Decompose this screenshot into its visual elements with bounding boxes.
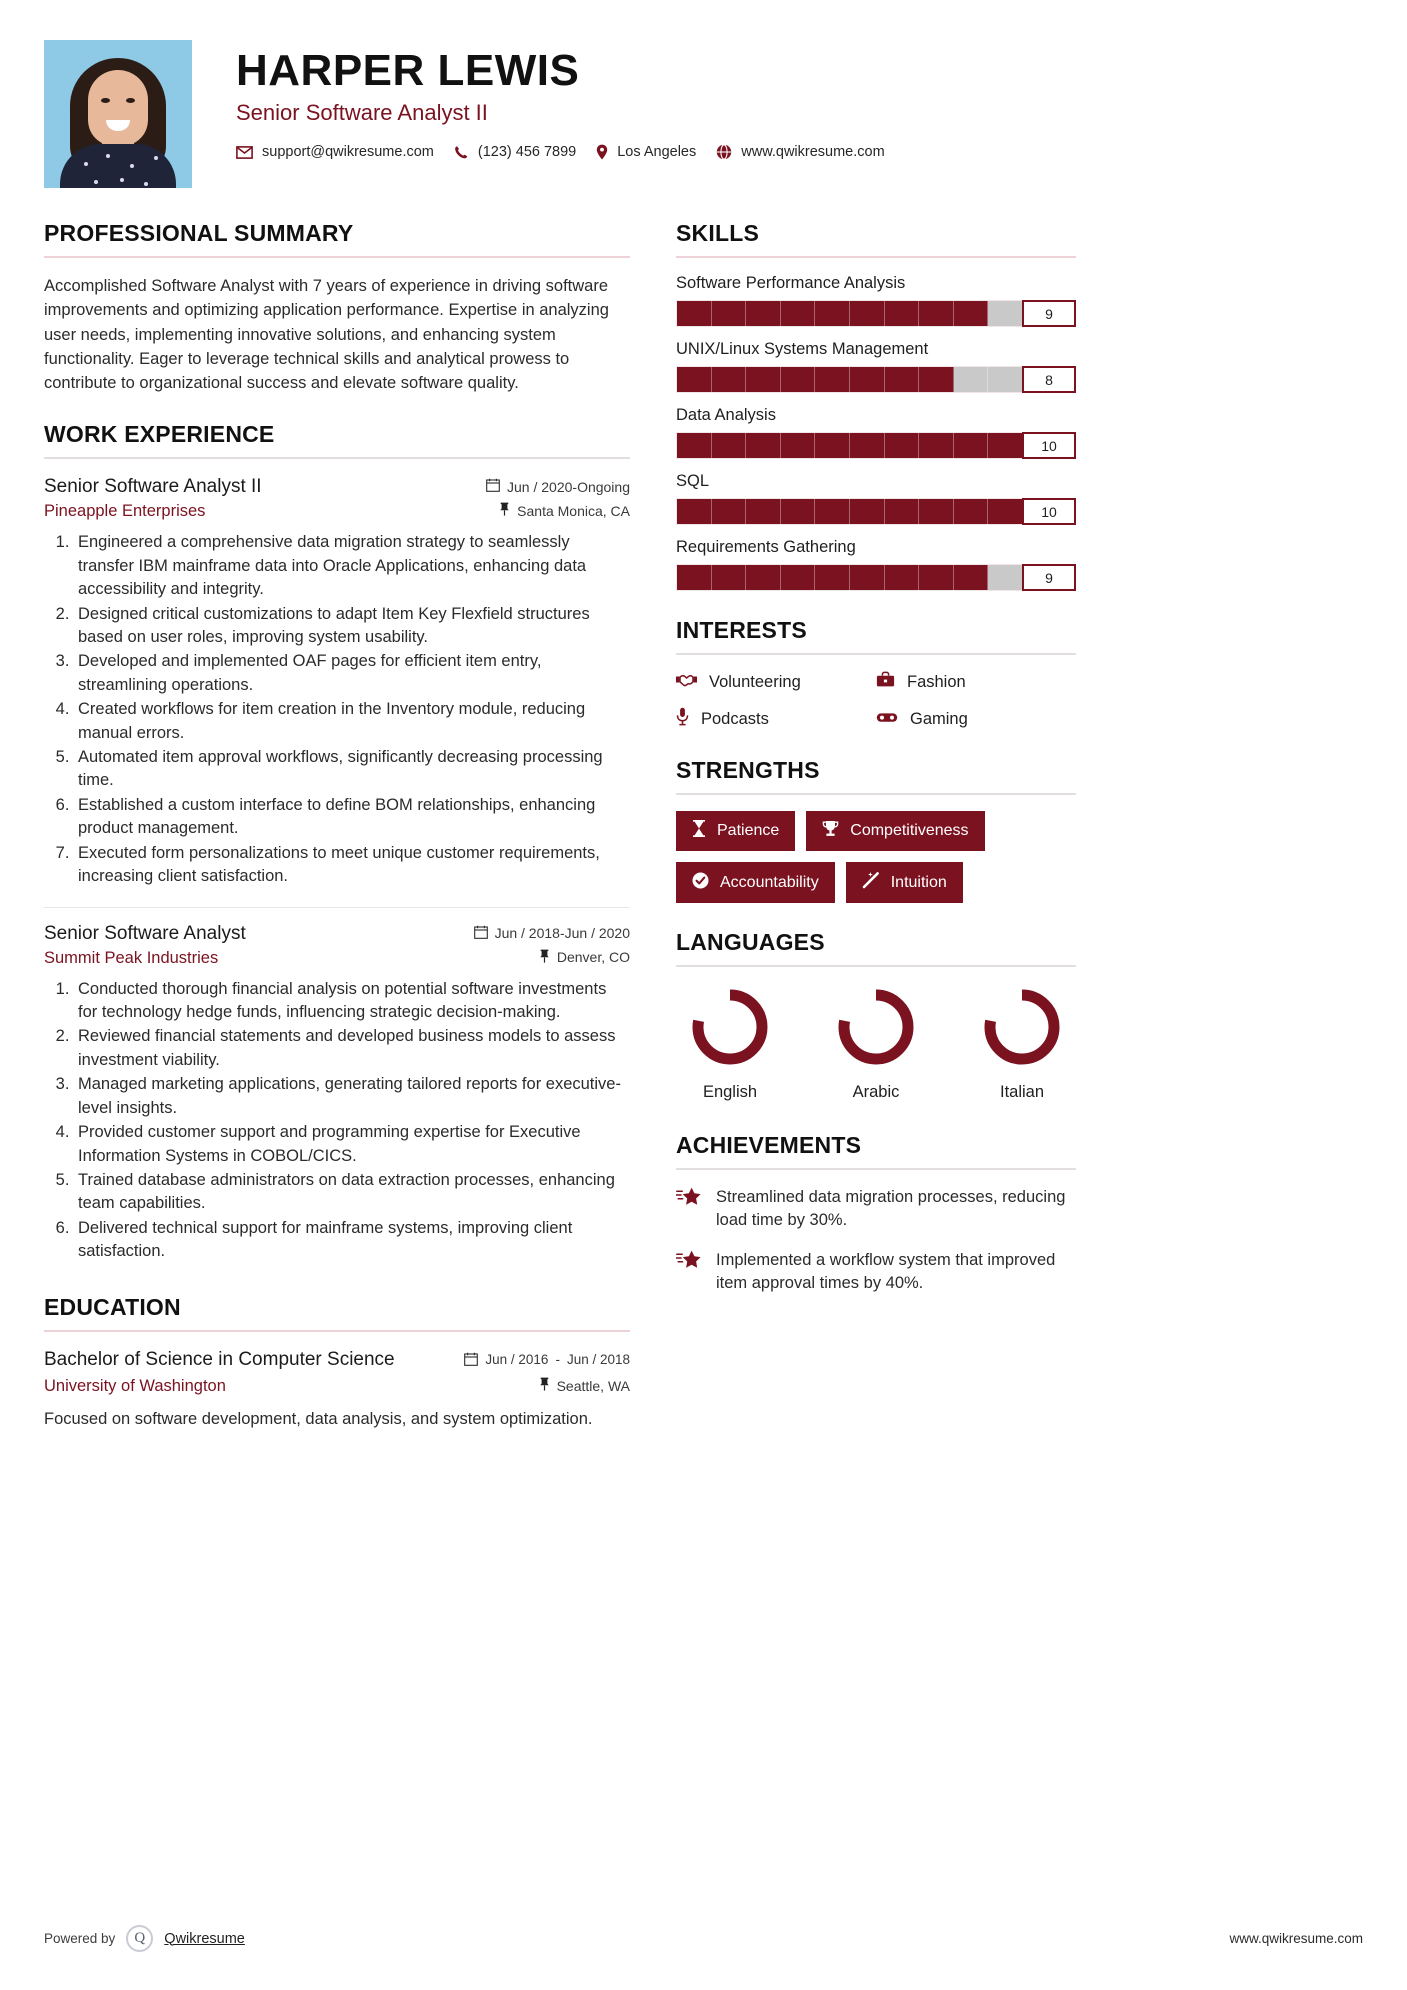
skill-bar-segment [919, 499, 954, 524]
skill-bar-segment [815, 433, 850, 458]
job-bullet: 2. Reviewed financial statements and developed business models to assess investment viability. [74, 1025, 630, 1072]
education-end-date: Jun / 2018 [566, 1351, 630, 1367]
job-company: Summit Peak Industries [44, 948, 219, 967]
job-bullet: 1. Conducted thorough financial analysis on potential software investments for technology hedge funds, influencing strategic decision-making. [74, 978, 630, 1025]
skill-bar-segment [781, 499, 816, 524]
footer-website[interactable]: www.qwikresume.com [1229, 1931, 1363, 1946]
skill-bar-segment [954, 499, 989, 524]
interest-label: Gaming [910, 709, 968, 728]
summary-text: Accomplished Software Analyst with 7 years of experience in driving software improvements and optimizing application performance. Expertise in analyzing user needs, implementing innovative solutions, and enhancing system functionality. Eager to leverage technical skills and analytical prowess to contribute to organizational success and elevate software quality. [44, 277, 609, 392]
powered-by-block [44, 1925, 245, 1952]
pin-icon [539, 1377, 550, 1394]
check-circle-icon [692, 872, 709, 894]
section-rule [676, 256, 1076, 258]
skill-bar-segment [746, 565, 781, 590]
section-title-summary: PROFESSIONAL SUMMARY [44, 220, 354, 246]
shooting-star-icon [676, 1186, 702, 1213]
skill-bar-segment [885, 433, 920, 458]
map-pin-icon [596, 144, 608, 160]
skill-bar-segment [850, 301, 885, 326]
skill-bar [676, 432, 1023, 459]
contact-email-text: support@qwikresume.com [262, 144, 434, 161]
skill-bar-segment [677, 367, 712, 392]
skill-bar-segment [712, 499, 747, 524]
contact-website[interactable] [716, 144, 898, 160]
job-location-text: Santa Monica, CA [517, 502, 630, 519]
section-achievements [676, 1132, 1076, 1296]
skill-bar-segment [885, 367, 920, 392]
skill-score: 10 [1022, 432, 1076, 459]
candidate-name: HARPER LEWIS [236, 46, 580, 95]
skill-bar-segment [677, 301, 712, 326]
phone-icon [454, 145, 469, 160]
pin-icon [499, 502, 510, 519]
job-dates-text: Jun / 2018-Jun / 2020 [494, 925, 630, 942]
job-bullet: 1. Engineered a comprehensive data migration strategy to seamlessly transfer IBM mainframe data into Oracle Applications, enhancing data accessibility and integrity. [74, 531, 630, 601]
trophy-icon [822, 820, 839, 842]
education-school: University of Washington [44, 1377, 226, 1396]
skill-bar-segment [677, 499, 712, 524]
contact-phone[interactable] [454, 144, 590, 160]
language-item [832, 983, 920, 1102]
job-bullets [44, 531, 630, 888]
strength-label: Competitiveness [850, 822, 969, 839]
skill-bar-segment [885, 301, 920, 326]
skill-bar-segment [712, 301, 747, 326]
photo-pattern-dot [94, 180, 98, 184]
calendar-icon [474, 925, 488, 942]
photo-pattern-dot [120, 178, 124, 182]
skill-bar-segment [954, 565, 989, 590]
skill-bar-row [676, 432, 1076, 459]
skill-bar-segment [919, 565, 954, 590]
job-title: Senior Software Analyst II [44, 476, 262, 498]
photo-pattern-dot [106, 154, 110, 158]
language-name: Italian [999, 1083, 1045, 1101]
skill-bar-segment [781, 301, 816, 326]
job-entry [44, 922, 630, 1264]
education-location-text: Seattle, WA [556, 1377, 630, 1394]
contact-website-text: www.qwikresume.com [741, 144, 885, 161]
skill-item [676, 340, 1076, 393]
magic-wand-icon [862, 871, 880, 894]
skill-bar-segment [781, 433, 816, 458]
job-location [499, 502, 630, 519]
skill-bar-segment [919, 433, 954, 458]
pin-icon [539, 949, 550, 966]
interest-podcasts [676, 707, 876, 731]
skill-name: Requirements Gathering [676, 538, 856, 556]
job-bullets [44, 978, 630, 1264]
skill-bar-segment [677, 433, 712, 458]
skill-bar-segment [850, 499, 885, 524]
skill-bar-segment [885, 499, 920, 524]
strength-intuition [846, 862, 963, 903]
skill-bar-segment [850, 565, 885, 590]
job-entry [44, 475, 630, 888]
education-degree: Bachelor of Science in Computer Science [44, 1348, 395, 1370]
job-title: Senior Software Analyst [44, 922, 246, 944]
skill-bar-segment [954, 433, 989, 458]
calendar-icon [486, 478, 500, 495]
skill-bar [676, 498, 1023, 525]
language-item [978, 983, 1066, 1102]
skill-item [676, 274, 1076, 327]
job-bullet: 3. Developed and implemented OAF pages for efficient item entry, streamlining operations. [74, 650, 630, 697]
profile-photo [44, 40, 192, 188]
skill-bar-segment [677, 565, 712, 590]
job-dates [486, 475, 630, 495]
skill-bar-segment [988, 367, 1022, 392]
gamepad-icon [876, 710, 898, 729]
achievement-text: Streamlined data migration processes, reducing load time by 30%. [716, 1188, 1066, 1230]
job-dates [474, 922, 630, 942]
contact-phone-text: (123) 456 7899 [477, 144, 577, 161]
skill-bar-segment [919, 367, 954, 392]
language-progress-ring [686, 983, 774, 1071]
qwikresume-logo-icon: Q [126, 1925, 153, 1952]
photo-face [88, 70, 148, 146]
section-title-education: EDUCATION [44, 1293, 181, 1320]
job-company: Pineapple Enterprises [44, 502, 206, 521]
achievement-text: Implemented a workflow system that improved item approval times by 40%. [716, 1250, 1056, 1293]
skill-name: UNIX/Linux Systems Management [676, 340, 929, 358]
skill-bar-segment [815, 565, 850, 590]
section-interests [676, 617, 1076, 731]
education-location [539, 1377, 630, 1394]
microphone-icon [676, 707, 689, 731]
section-title-achievements: ACHIEVEMENTS [676, 1132, 862, 1158]
skill-bar-segment [988, 565, 1022, 590]
skill-bar-segment [850, 433, 885, 458]
interest-label: Volunteering [709, 672, 801, 691]
section-title-interests: INTERESTS [676, 617, 807, 643]
section-rule [44, 457, 630, 459]
skill-bar-segment [988, 499, 1022, 524]
skill-score: 9 [1022, 300, 1076, 327]
globe-icon [716, 144, 732, 160]
section-rule [44, 256, 630, 258]
section-education [44, 1294, 630, 1433]
skill-bar-segment [815, 499, 850, 524]
section-professional-summary [44, 220, 630, 395]
job-bullet: 6. Established a custom interface to define BOM relationships, enhancing product management. [74, 794, 630, 841]
contact-bar [236, 144, 1363, 160]
strengths-list [676, 811, 1076, 903]
skill-bar-row [676, 300, 1076, 327]
job-location [539, 949, 630, 966]
section-rule [676, 1168, 1076, 1170]
contact-location-text: Los Angeles [617, 144, 697, 161]
skill-name: Data Analysis [676, 406, 776, 424]
section-title-work: WORK EXPERIENCE [44, 421, 275, 448]
photo-body [60, 144, 176, 188]
skill-bar [676, 300, 1023, 327]
skill-bar-segment [712, 367, 747, 392]
job-bullet: 5. Automated item approval workflows, significantly decreasing processing time. [74, 746, 630, 793]
job-bullet: 3. Managed marketing applications, generating tailored reports for executive-level insights. [74, 1073, 630, 1120]
interest-label: Fashion [907, 672, 966, 691]
strength-label: Accountability [720, 873, 819, 891]
skill-bar-segment [746, 367, 781, 392]
strength-competitiveness [806, 811, 984, 851]
job-bullet: 7. Executed form personalizations to meet unique customer requirements, increasing client satisfaction. [74, 842, 630, 889]
skill-score: 10 [1022, 498, 1076, 525]
section-title-languages: LANGUAGES [676, 929, 825, 955]
skill-bar-segment [885, 565, 920, 590]
skill-bar-segment [850, 367, 885, 392]
languages-list [676, 983, 1076, 1102]
achievement-item [676, 1186, 1076, 1233]
section-skills [676, 220, 1076, 591]
interest-volunteering [676, 671, 876, 693]
divider [44, 907, 630, 908]
briefcase-icon [876, 671, 895, 693]
resume-header [44, 40, 1363, 198]
section-rule [676, 653, 1076, 655]
skill-bar-segment [712, 565, 747, 590]
skill-bar-segment [815, 367, 850, 392]
strength-label: Patience [717, 822, 780, 839]
language-item [686, 983, 774, 1102]
candidate-role: Senior Software Analyst II [236, 100, 488, 126]
job-dates-text: Jun / 2020-Ongoing [507, 478, 630, 495]
contact-location [596, 144, 710, 160]
section-rule [44, 1330, 630, 1332]
shooting-star-icon [676, 1249, 702, 1276]
education-start-date: Jun / 2016 [485, 1351, 549, 1367]
language-progress-ring [832, 983, 920, 1071]
achievement-item [676, 1249, 1076, 1296]
skill-bar-segment [712, 433, 747, 458]
skill-bar-segment [781, 367, 816, 392]
skill-bar-segment [746, 499, 781, 524]
skill-bar-segment [988, 301, 1022, 326]
section-strengths [676, 757, 1076, 903]
section-rule [676, 965, 1076, 967]
skill-bar [676, 366, 1023, 393]
job-location-text: Denver, CO [556, 949, 630, 966]
language-progress-ring [978, 983, 1066, 1071]
interest-label: Podcasts [701, 709, 769, 728]
skill-name: SQL [676, 472, 710, 490]
job-bullet: 4. Created workflows for item creation in the Inventory module, reducing manual errors. [74, 698, 630, 745]
education-description: Focused on software development, data analysis, and system optimization. [44, 1410, 593, 1429]
language-name: English [702, 1083, 758, 1101]
hourglass-icon [692, 820, 706, 842]
right-column [676, 220, 1076, 1322]
photo-eye-right [126, 98, 135, 103]
job-bullet: 2. Designed critical customizations to adapt Item Key Flexfield structures based on user roles, improving system usability. [74, 603, 630, 650]
skill-bar [676, 564, 1023, 591]
skill-score: 9 [1022, 564, 1076, 591]
skill-bar-row [676, 498, 1076, 525]
skill-bar-segment [746, 433, 781, 458]
page-footer [44, 1925, 1363, 1952]
section-languages [676, 929, 1076, 1102]
skill-bar-segment [746, 301, 781, 326]
skill-item [676, 472, 1076, 525]
skill-name: Software Performance Analysis [676, 274, 906, 292]
date-separator: - [555, 1351, 560, 1367]
left-column [44, 220, 630, 1458]
section-title-skills: SKILLS [676, 220, 759, 246]
skills-list [676, 274, 1076, 591]
job-bullet: 4. Provided customer support and programming expertise for Executive Information Systems in COBOL/CICS. [74, 1121, 630, 1168]
job-bullet: 5. Trained database administrators on data extraction processes, enhancing team capabilities. [74, 1169, 630, 1216]
envelope-icon [236, 146, 253, 159]
language-name: Arabic [852, 1083, 900, 1101]
education-dates [464, 1348, 630, 1369]
skill-bar-row [676, 366, 1076, 393]
calendar-icon [464, 1352, 478, 1369]
strength-patience [676, 811, 795, 851]
photo-pattern-dot [144, 182, 148, 186]
qwikresume-brand-link[interactable]: Qwikresume [164, 1930, 245, 1947]
interests-grid [676, 671, 1076, 731]
powered-by-label: Powered by [44, 1931, 116, 1946]
interest-gaming [876, 707, 1076, 731]
strength-accountability [676, 862, 835, 903]
photo-pattern-dot [130, 164, 134, 168]
skill-bar-segment [988, 433, 1022, 458]
skill-item [676, 538, 1076, 591]
strength-label: Intuition [890, 873, 947, 891]
skill-bar-row [676, 564, 1076, 591]
skill-bar-segment [815, 301, 850, 326]
photo-pattern-dot [154, 156, 158, 160]
skill-bar-segment [954, 301, 989, 326]
handshake-icon [676, 672, 697, 693]
section-title-strengths: STRENGTHS [676, 757, 820, 783]
section-rule [676, 793, 1076, 795]
interest-fashion [876, 671, 1076, 693]
skill-bar-segment [919, 301, 954, 326]
skill-bar-segment [954, 367, 989, 392]
job-bullet: 6. Delivered technical support for mainframe systems, improving client satisfaction. [74, 1217, 630, 1264]
skill-item [676, 406, 1076, 459]
skill-bar-segment [781, 565, 816, 590]
photo-pattern-dot [84, 162, 88, 166]
contact-email[interactable] [236, 144, 448, 160]
photo-eye-left [101, 98, 110, 103]
section-work-experience [44, 421, 630, 1263]
skill-score: 8 [1022, 366, 1076, 393]
